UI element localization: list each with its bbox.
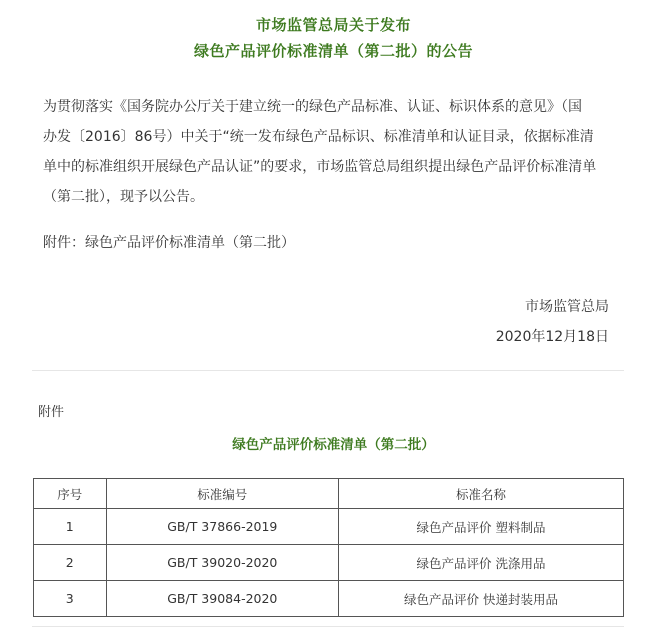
column-header-number: 序号 <box>34 479 107 509</box>
row-number: 3 <box>34 581 107 617</box>
standards-table <box>33 478 624 617</box>
paragraph-line: （第二批），现予以公告。 <box>43 189 204 205</box>
bottom-divider <box>32 626 624 627</box>
signature-organization: 市场监管总局 <box>525 299 609 315</box>
attachment-label: 附件 <box>38 405 65 420</box>
table-header-row <box>34 479 624 509</box>
signature-date: 2020年12月18日 <box>495 329 609 345</box>
attachment-reference: 附件：绿色产品评价标准清单（第二批） <box>43 235 295 251</box>
standards-table-title: 绿色产品评价标准清单（第二批） <box>232 437 435 453</box>
column-header-standard-name: 标准名称 <box>339 479 624 509</box>
paragraph-line: 单中的标准组织开展绿色产品认证”的要求，市场监管总局组织提出绿色产品评价标准清单 <box>43 159 597 175</box>
standard-code: GB/T 37866-2019 <box>106 509 339 545</box>
row-number: 1 <box>34 509 107 545</box>
table-row <box>34 509 624 545</box>
notice-title-line-1: 市场监管总局关于发布 <box>255 16 411 34</box>
row-number: 2 <box>34 545 107 581</box>
standard-name: 绿色产品评价 快递封装用品 <box>339 581 624 617</box>
table-row <box>34 581 624 617</box>
column-header-standard-code: 标准编号 <box>106 479 339 509</box>
paragraph-line: 办发〔2016〕86号）中关于“统一发布绿色产品标识、标准清单和认证目录，依据标准清 <box>43 129 594 145</box>
standard-code: GB/T 39084-2020 <box>106 581 339 617</box>
notice-body-paragraph <box>43 92 623 212</box>
notice-title-line-2: 绿色产品评价标准清单（第二批）的公告 <box>193 42 473 60</box>
standard-name: 绿色产品评价 塑料制品 <box>339 509 624 545</box>
standard-name: 绿色产品评价 洗涤用品 <box>339 545 624 581</box>
standard-code: GB/T 39020-2020 <box>106 545 339 581</box>
table-row <box>34 545 624 581</box>
paragraph-line: 为贯彻落实《国务院办公厅关于建立统一的绿色产品标准、认证、标识体系的意见》（国 <box>43 99 582 115</box>
section-divider <box>32 370 624 371</box>
